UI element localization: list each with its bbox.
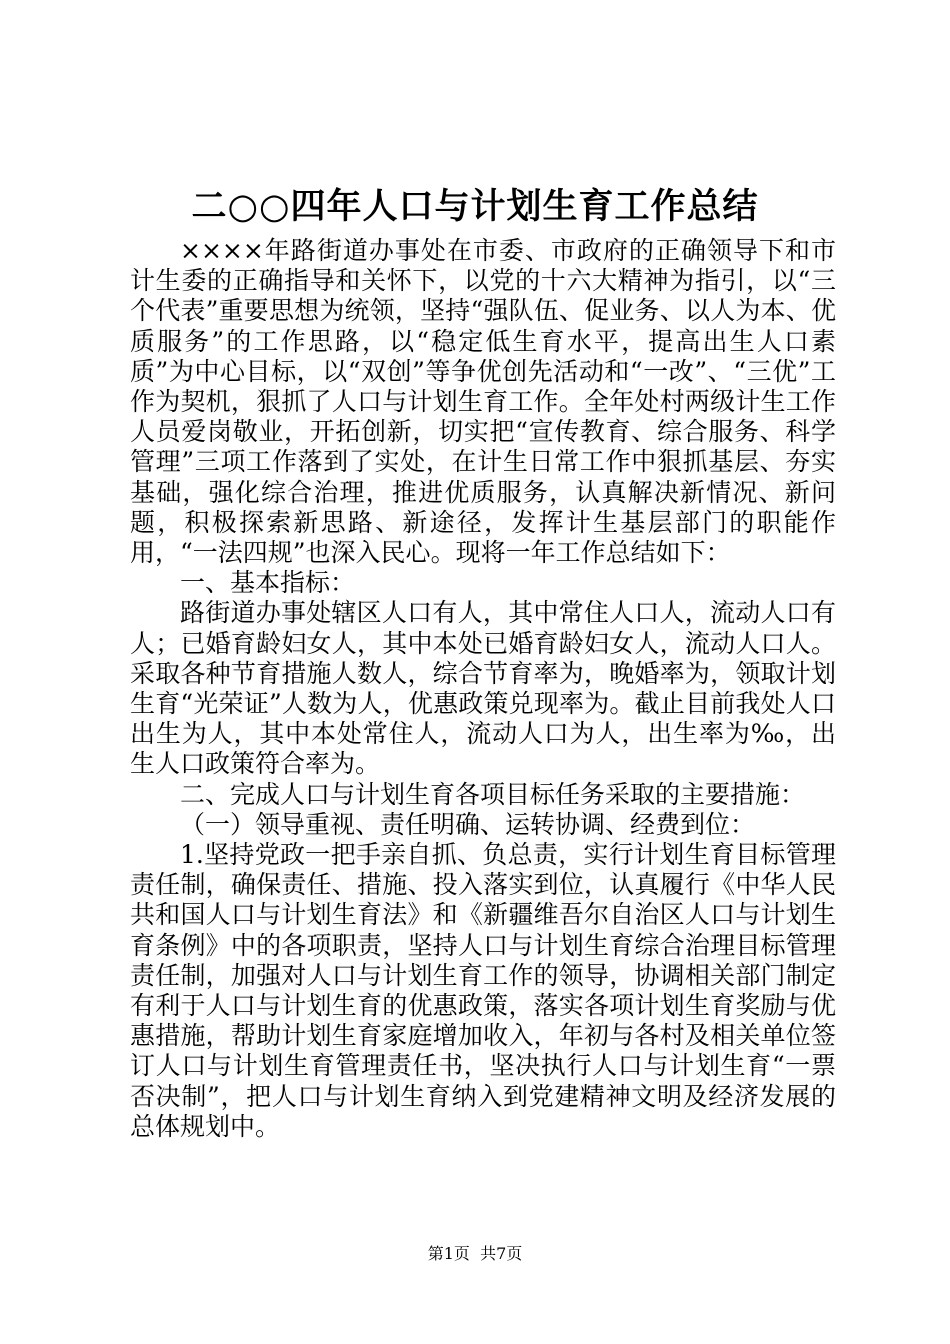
subsection-heading-leadership: （一）领导重视、责任明确、运转协调、经费到位： — [180, 809, 756, 839]
section-heading-basic-indicators: 一、基本指标： — [180, 568, 356, 598]
intro-paragraph: ××××年路街道办事处在市委、市政府的正确领导下和市计生委的正确指导和关怀下，以党的十六大精神为指引，以“三个代表”重要思想为统领，坚持“强队伍、促业务、以人为本、优质服务”的工作思路，以“稳定低生育水平，提高出生人口素质”为中心目标，以“双创”等争优创先活动和“一改”、“三优”工作为契机，狠抓了人口与计划生育工作。全年处村两级计生工作人员爱岗敬业，开拓创新，切实把“宣传教育、综合服务、科学管理”三项工作落到了实处，在计生日常工作中狠抓基层、夯实基础，强化综合治理，推进优质服务，认真解决新情况、新问题，积极探索新思路、新途径，发挥计生基层部门的职能作用，“一法四规”也深入民心。现将一年工作总结如下： — [130, 236, 836, 568]
basic-indicators-paragraph: 路街道办事处辖区人口有人，其中常住人口人，流动人口有人；已婚育龄妇女人，其中本处已婚育龄妇女人，流动人口人。采取各种节育措施人数人，综合节育率为，晚婚率为，领取计划生育“光荣证”人数为人，优惠政策兑现率为。截止目前我处人口出生为人，其中本处常住人，流动人口为人，出生率为‰，出生人口政策符合率为。 — [130, 598, 836, 779]
page-number-footer: 第1页 共7页 — [427, 1244, 523, 1263]
section-heading-main-measures: 二、完成人口与计划生育各项目标任务采取的主要措施： — [180, 779, 806, 809]
document-title: 二○○四年人口与计划生育工作总结 — [191, 186, 759, 227]
leadership-paragraph: 1.坚持党政一把手亲自抓、负总责，实行计划生育目标管理责任制，确保责任、措施、投入落实到位，认真履行《中华人民共和国人口与计划生育法》和《新疆维吾尔自治区人口与计划生育条例》中的各项职责，坚持人口与计划生育综合治理目标管理责任制，加强对人口与计划生育工作的领导，协调相关部门制定有利于人口与计划生育的优惠政策，落实各项计划生育奖励与优惠措施，帮助计划生育家庭增加收入，年初与各村及相关单位签订人口与计划生育管理责任书，坚决执行人口与计划生育“一票否决制”，把人口与计划生育纳入到党建精神文明及经济发展的总体规划中。 — [130, 840, 836, 1141]
document-body — [130, 236, 836, 1142]
